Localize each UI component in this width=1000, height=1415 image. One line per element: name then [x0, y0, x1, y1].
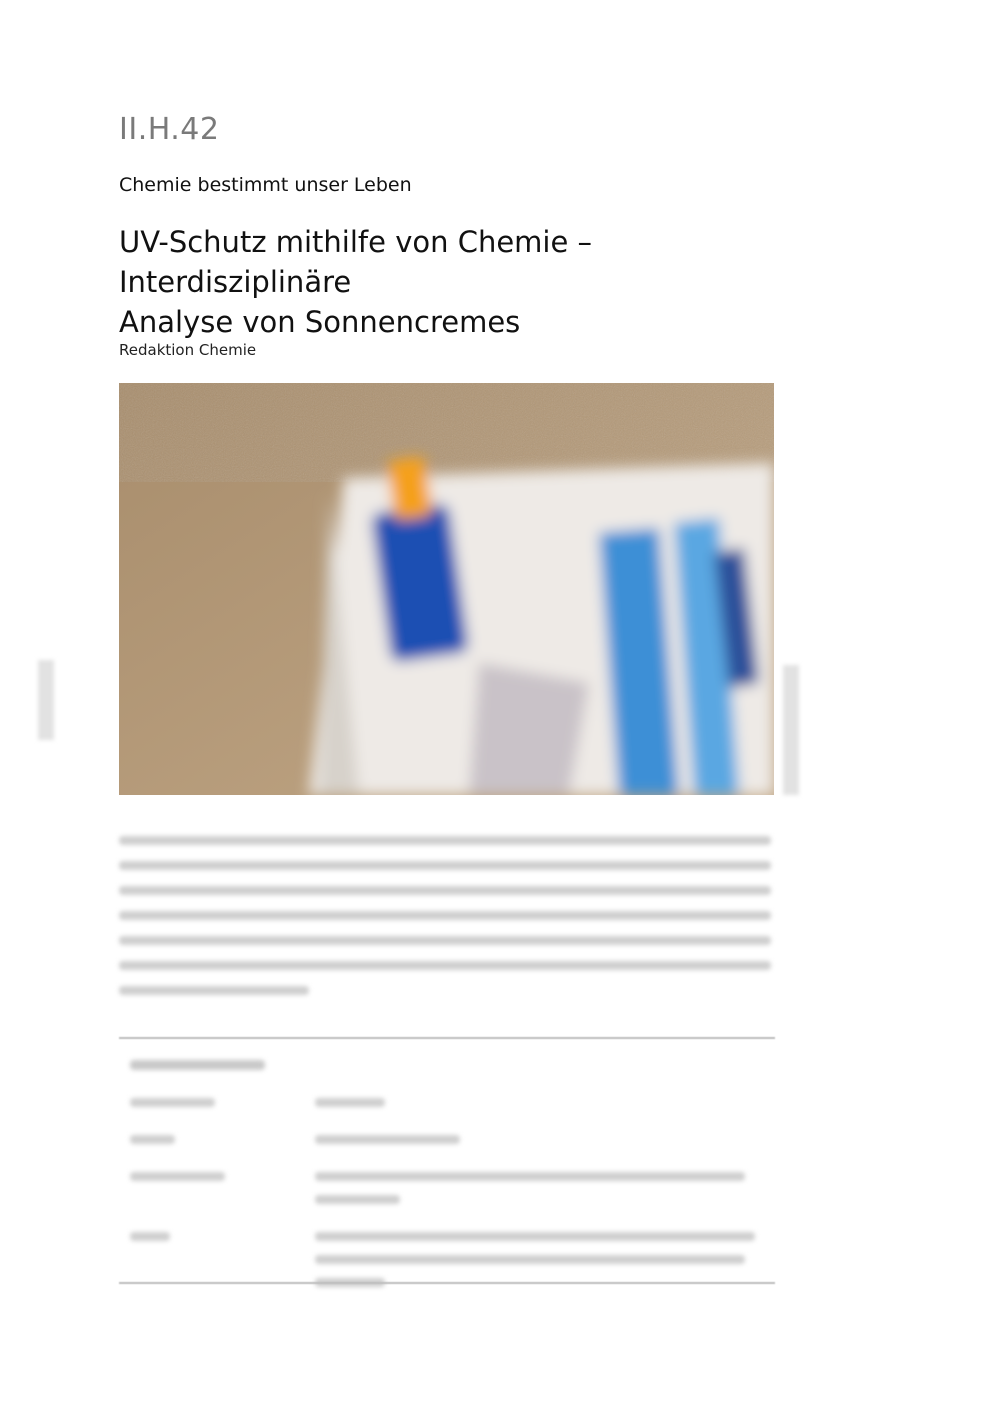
title-line-1: UV-Schutz mithilfe von Chemie – Interdisziplinäre	[119, 225, 593, 299]
cover-photo	[119, 383, 774, 795]
series-title: Chemie bestimmt unser Leben	[119, 174, 412, 196]
side-credit-left	[38, 660, 54, 740]
page-title	[119, 222, 819, 342]
document-code: II.H.42	[119, 112, 220, 147]
abstract-blurred	[119, 836, 775, 1011]
divider-top	[119, 1037, 775, 1039]
author: Redaktion Chemie	[119, 341, 257, 359]
competence-profile-blurred	[130, 1060, 760, 1315]
photo-credit	[783, 665, 799, 795]
title-line-2: Analyse von Sonnencremes	[119, 305, 521, 339]
divider-bottom	[119, 1282, 775, 1284]
beach-photo-illustration	[119, 383, 774, 795]
